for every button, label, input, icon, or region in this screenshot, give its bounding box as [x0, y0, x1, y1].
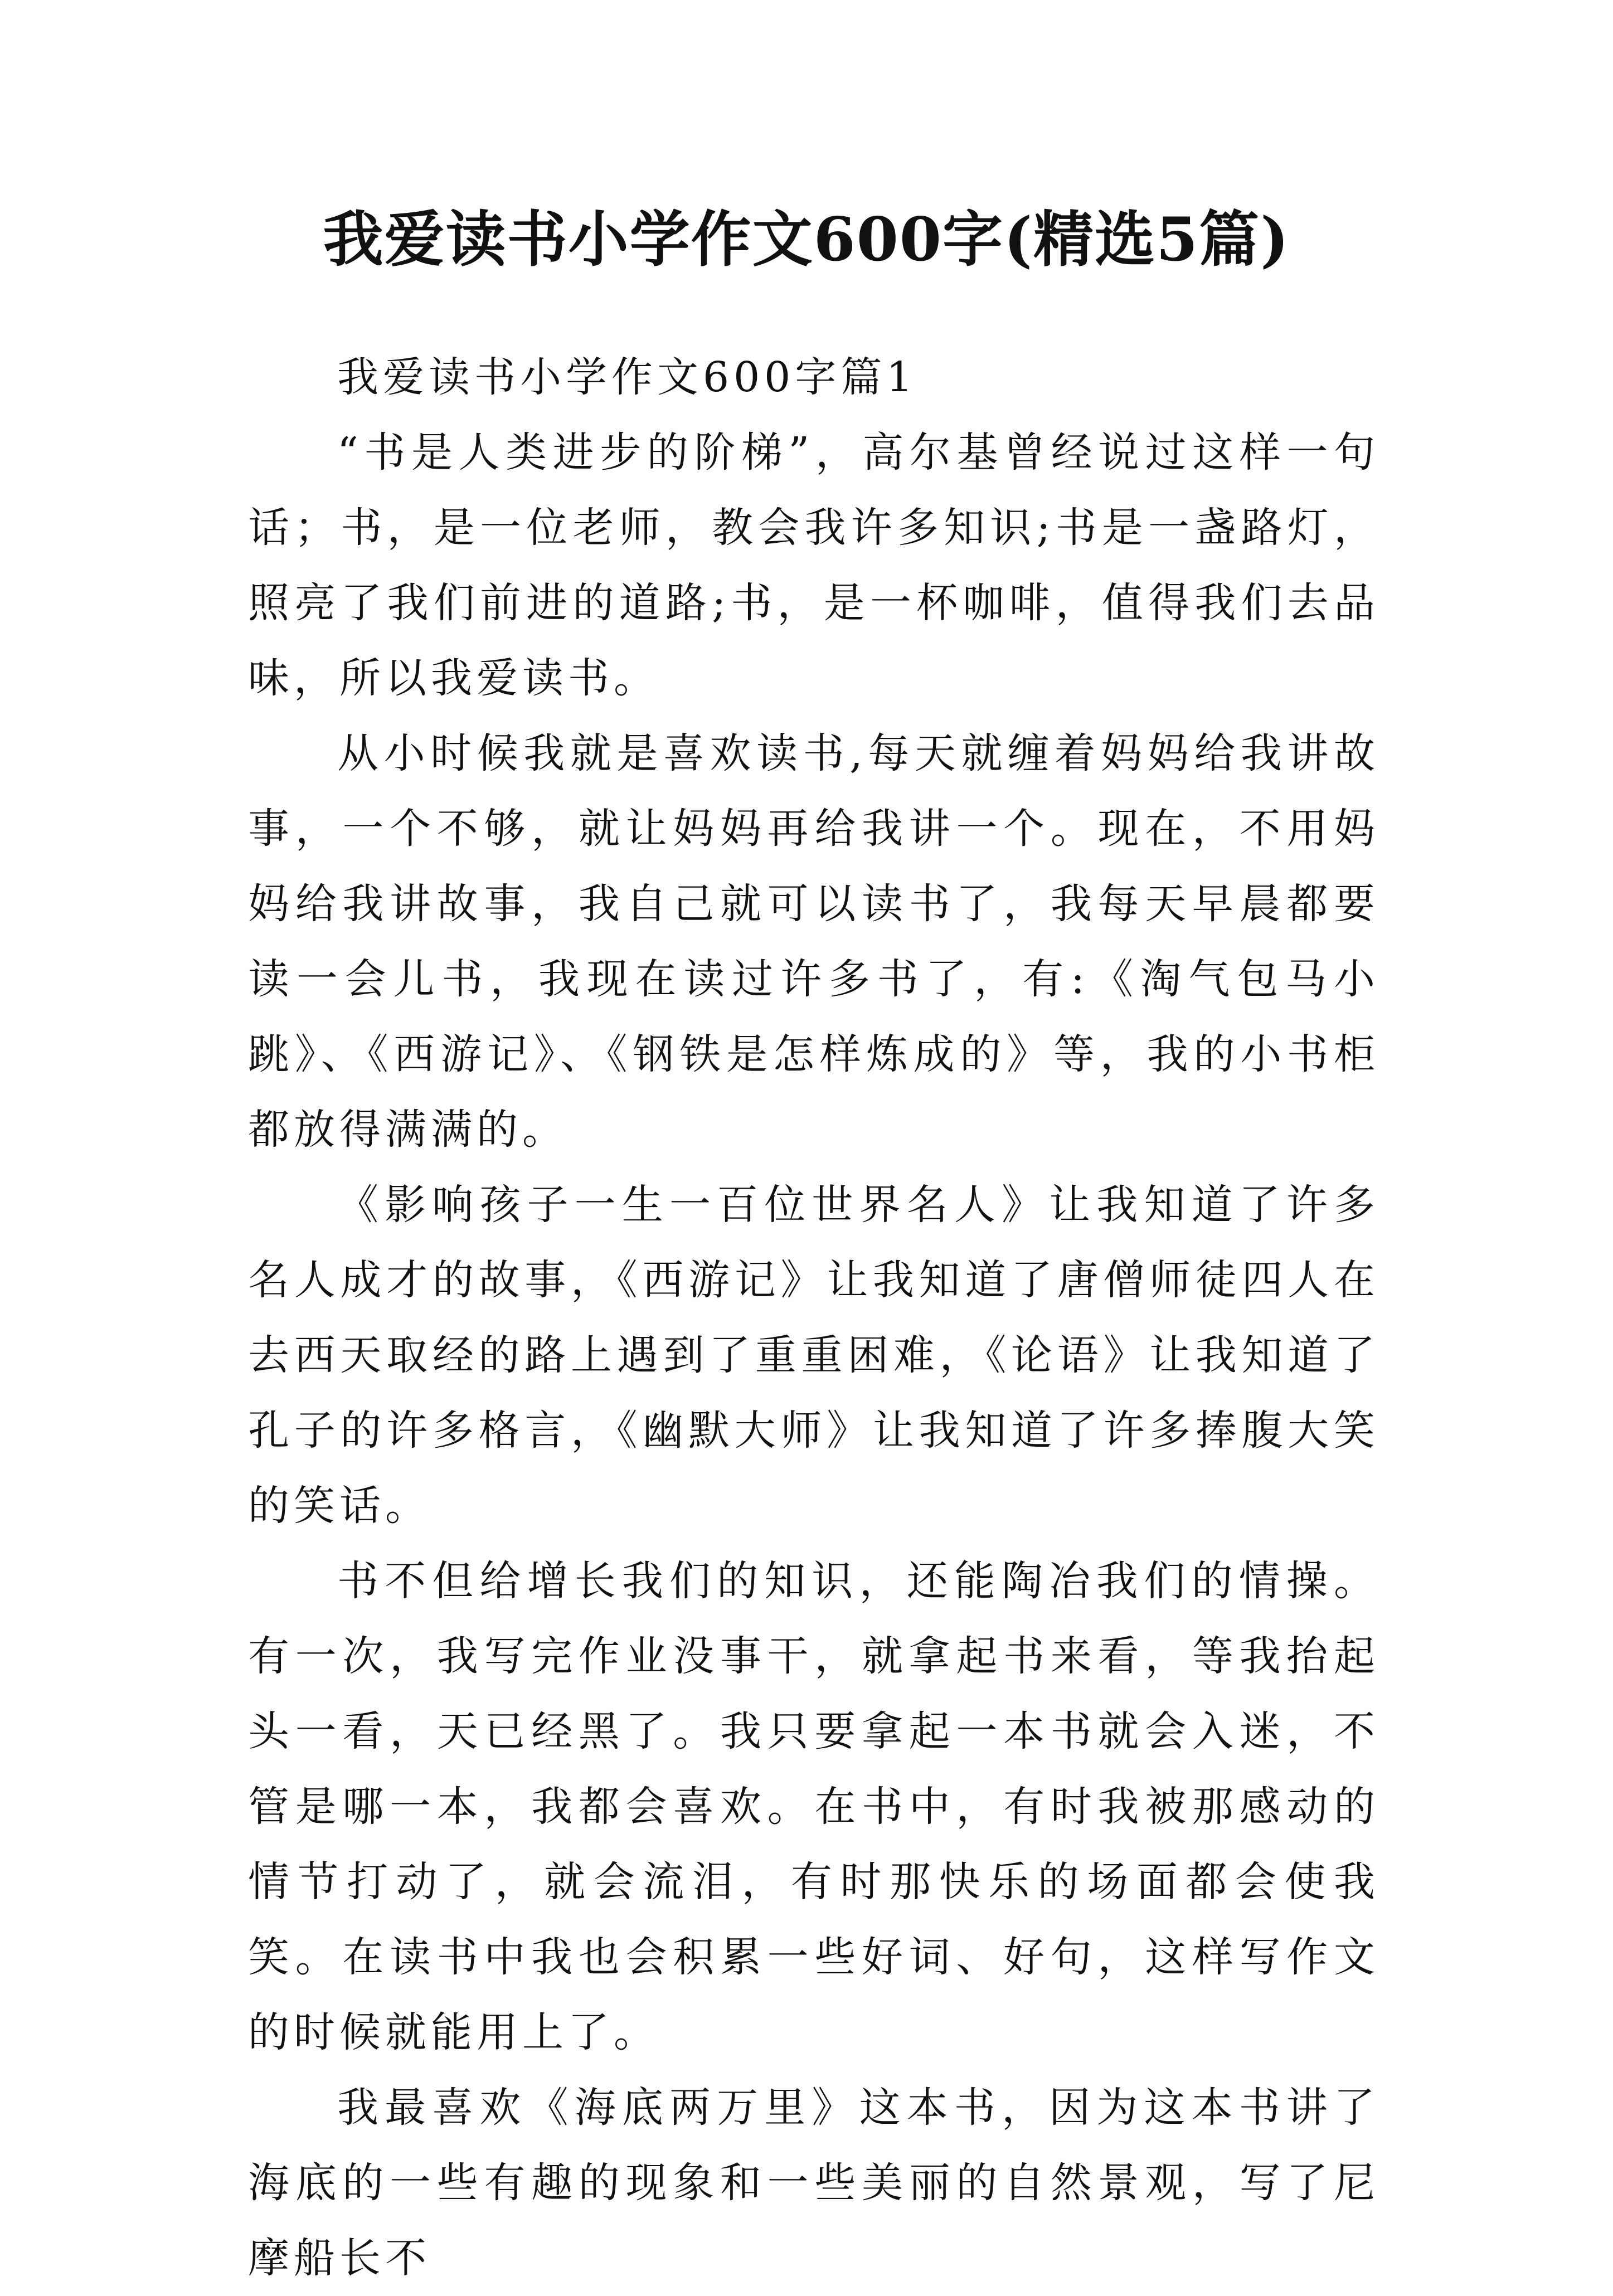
paragraph-2: 从小时候我就是喜欢读书,每天就缠着妈妈给我讲故事，一个不够，就让妈妈再给我讲一个。现在，不用妈妈给我讲故事，我自己就可以读书了，我每天早晨都要读一会儿书，我现在读过许多书了，有:《淘气包马小跳》、《西游记》、《钢铁是怎样炼成的》等，我的小书柜都放得满满的。 — [248, 729, 1379, 1154]
document-title: 我爱读书小学作文600字(精选5篇) — [323, 205, 1290, 275]
paragraph-5: 我最喜欢《海底两万里》这本书，因为这本书讲了海底的一些有趣的现象和一些美丽的自然景观，写了尼摩船长不 — [248, 2084, 1379, 2282]
document-body — [248, 340, 1379, 2296]
section-heading: 我爱读书小学作文600字篇1 — [337, 353, 917, 401]
paragraph-1: “书是人类进步的阶梯”，高尔基曾经说过这样一句话；书，是一位老师，教会我许多知识;书是一盏路灯，照亮了我们前进的道路;书，是一杯咖啡，值得我们去品味，所以我爱读书。 — [248, 429, 1379, 702]
paragraph-3: 《影响孩子一生一百位世界名人》让我知道了许多名人成才的故事，《西游记》让我知道了唐僧师徒四人在去西天取经的路上遇到了重重困难，《论语》让我知道了孔子的许多格言，《幽默大师》让我知道了许多捧腹大笑的笑话。 — [248, 1181, 1379, 1530]
paragraph-4: 书不但给增长我们的知识，还能陶冶我们的情操。有一次，我写完作业没事干，就拿起书来看，等我抬起头一看，天已经黑了。我只要拿起一本书就会入迷，不管是哪一本，我都会喜欢。在书中，有时我被那感动的情节打动了，就会流泪，有时那快乐的场面都会使我笑。在读书中我也会积累一些好词、好句，这样写作文的时候就能用上了。 — [248, 1557, 1379, 2056]
